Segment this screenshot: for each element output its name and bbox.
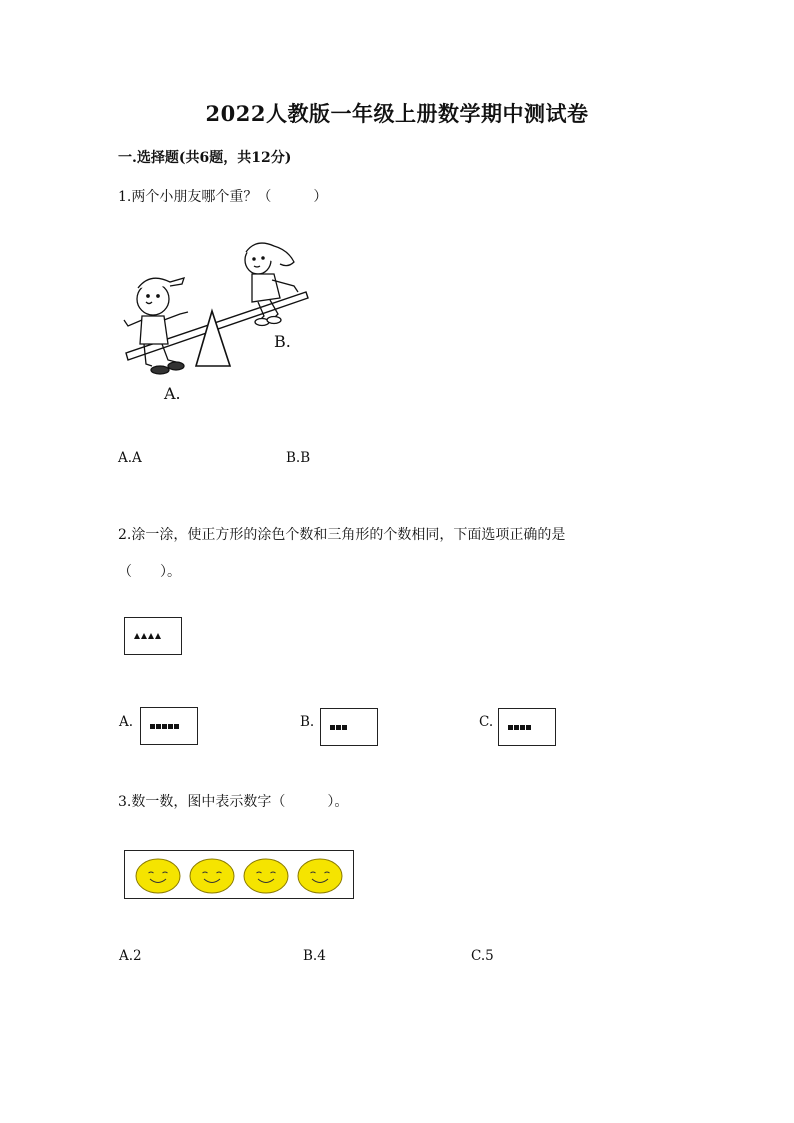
- smiley-faces: [125, 851, 353, 898]
- q2-option-a-label[interactable]: A.: [119, 714, 134, 730]
- q2-option-b-label[interactable]: B.: [300, 714, 315, 730]
- boy-figure: [124, 278, 188, 374]
- square-mark: [174, 724, 179, 729]
- smiley-face: [298, 859, 342, 893]
- triangle-mark: [148, 633, 154, 639]
- section-heading: 一.选择题(共6题，共12分): [118, 150, 292, 166]
- smiley-face: [190, 859, 234, 893]
- square-mark: [336, 725, 341, 730]
- square-mark: [162, 724, 167, 729]
- q3-option-b[interactable]: B.4: [303, 948, 326, 964]
- smiley-face: [136, 859, 180, 893]
- question-2-stem-cont: （ ）。: [118, 564, 181, 580]
- square-mark: [150, 724, 155, 729]
- seesaw-illustration: [118, 236, 318, 406]
- square-mark: [514, 725, 519, 730]
- question-2-stem: 2.涂一涂，使正方形的涂色个数和三角形的个数相同，下面选项正确的是: [118, 527, 566, 543]
- square-mark: [526, 725, 531, 730]
- square-marks: [499, 709, 555, 745]
- q1-option-b[interactable]: B.B: [286, 450, 311, 466]
- square-mark: [342, 725, 347, 730]
- square-marks: [321, 709, 377, 745]
- q2-option-b-box[interactable]: [320, 708, 378, 746]
- q2-option-c-label[interactable]: C.: [479, 714, 494, 730]
- square-mark: [168, 724, 173, 729]
- q2-option-a-box[interactable]: [140, 707, 198, 745]
- q3-option-a[interactable]: A.2: [119, 948, 142, 964]
- q2-option-c-box[interactable]: [498, 708, 556, 746]
- square-mark: [508, 725, 513, 730]
- question-1-stem: 1.两个小朋友哪个重？（ ）: [118, 189, 328, 205]
- triangle-marks: [125, 618, 181, 654]
- triangle-mark: [141, 633, 147, 639]
- smiley-face: [244, 859, 288, 893]
- question-3-stem: 3.数一数，图中表示数字（ ）。: [118, 794, 349, 810]
- q1-option-a[interactable]: A.A: [118, 450, 142, 466]
- page-title: 2022人教版一年级上册数学期中测试卷: [205, 101, 589, 126]
- square-mark: [520, 725, 525, 730]
- triangle-mark: [155, 633, 161, 639]
- square-marks: [141, 708, 197, 744]
- square-mark: [156, 724, 161, 729]
- figure-label-b: B.: [274, 332, 291, 351]
- triangle-mark: [134, 633, 140, 639]
- smiley-box: [124, 850, 354, 899]
- triangle-box: [124, 617, 182, 655]
- square-mark: [330, 725, 335, 730]
- q3-option-c[interactable]: C.5: [471, 948, 494, 964]
- figure-label-a: A.: [164, 384, 181, 403]
